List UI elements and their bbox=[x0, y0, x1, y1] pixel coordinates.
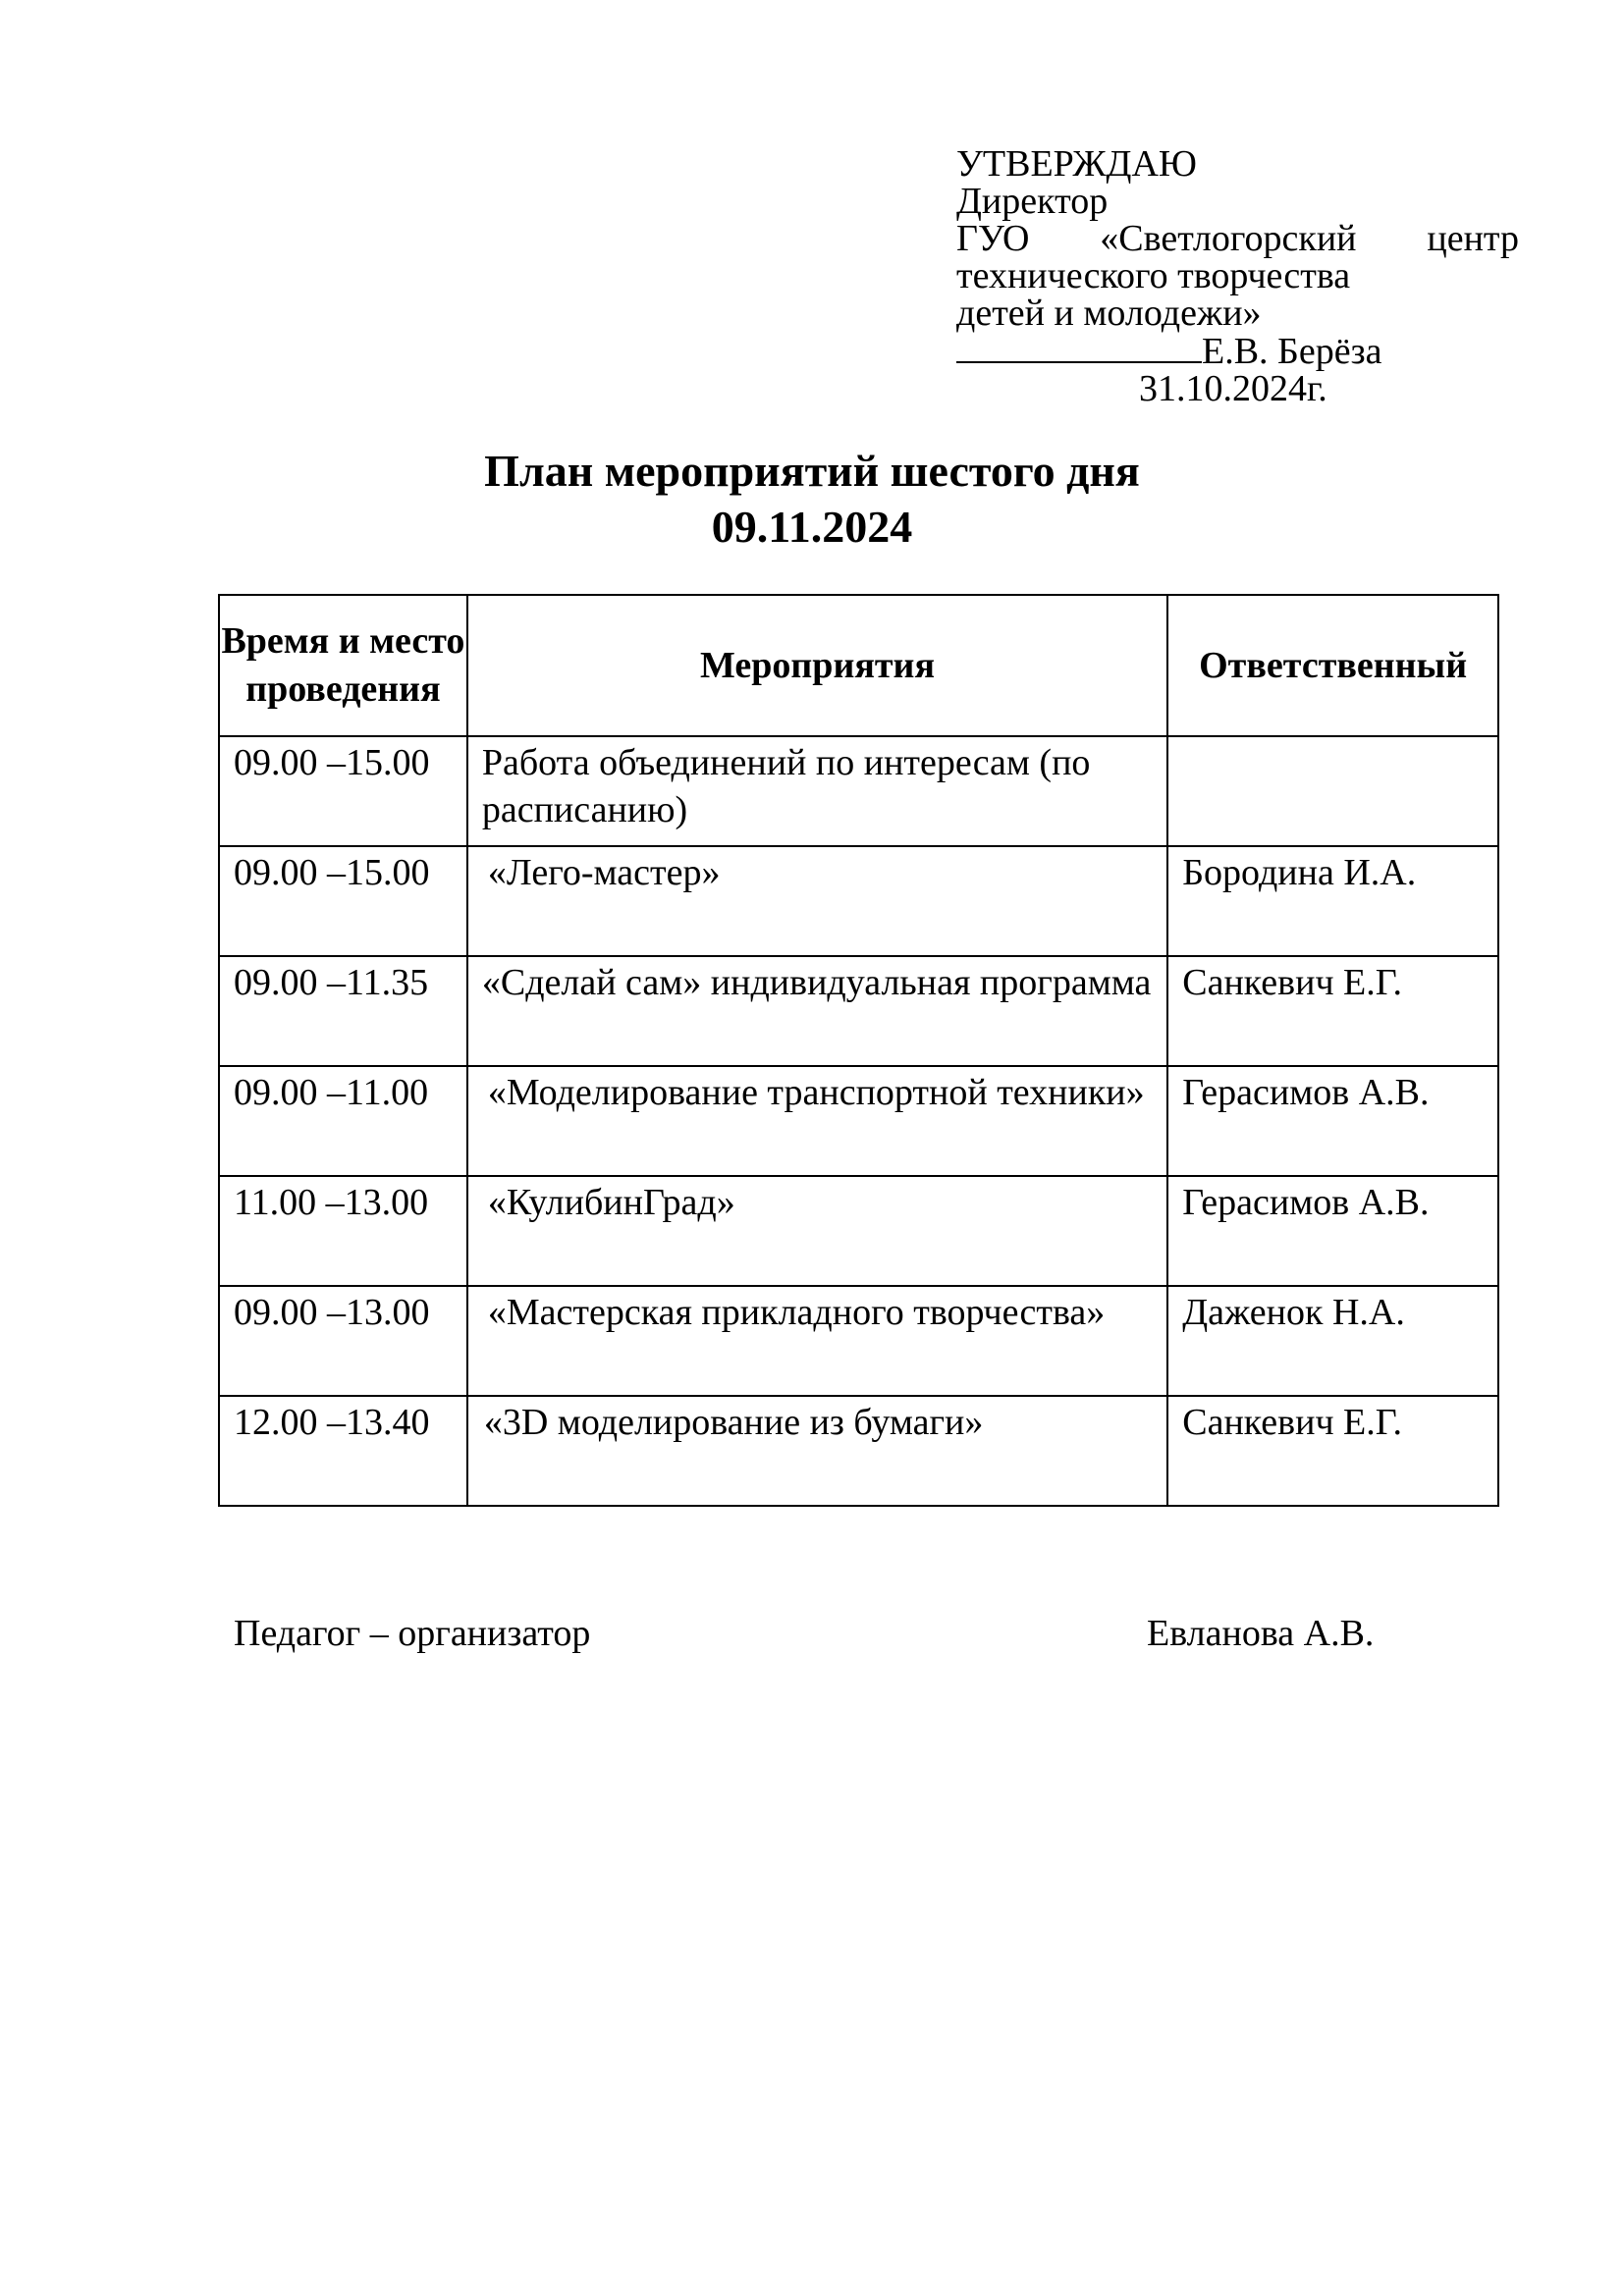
approval-block bbox=[956, 145, 1519, 407]
approval-signature-name: Е.В. Берёза bbox=[1202, 331, 1382, 372]
row-event: «3D моделирование из бумаги» bbox=[483, 1402, 984, 1443]
table-row bbox=[219, 956, 1498, 1066]
row-event: «Сделай сам» индивидуальная программа bbox=[481, 962, 1152, 1003]
approval-date: 31.10.2024г. bbox=[1139, 368, 1327, 409]
table-row bbox=[219, 1396, 1498, 1506]
row-event: «Моделирование транспортной техники» bbox=[487, 1072, 1145, 1113]
row-time: 09.00 –15.00 bbox=[234, 852, 430, 893]
row-responsible: Санкевич Е.Г. bbox=[1182, 962, 1402, 1003]
row-event: «КулибинГрад» bbox=[487, 1182, 735, 1223]
footer-role: Педагог – организатор bbox=[234, 1613, 591, 1654]
row-time: 12.00 –13.40 bbox=[234, 1402, 430, 1443]
approval-org-line2: технического творчества bbox=[956, 255, 1351, 296]
row-event: «Лего-мастер» bbox=[487, 852, 721, 893]
approval-org-line1: ГУО «Светлогорский центр bbox=[956, 218, 1519, 259]
row-responsible: Герасимов А.В. bbox=[1182, 1182, 1430, 1223]
row-time: 11.00 –13.00 bbox=[234, 1182, 429, 1223]
row-responsible: Герасимов А.В. bbox=[1182, 1072, 1430, 1113]
footer-name: Евланова А.В. bbox=[1147, 1613, 1375, 1654]
header-responsible: Ответственный bbox=[1167, 595, 1498, 736]
page-title: План мероприятий шестого дня bbox=[484, 446, 1140, 496]
approval-org-line3: детей и молодежи» bbox=[956, 293, 1262, 334]
table-row bbox=[219, 736, 1498, 846]
row-time: 09.00 –11.00 bbox=[234, 1072, 429, 1113]
table-row bbox=[219, 1176, 1498, 1286]
row-responsible: Даженок Н.А. bbox=[1182, 1292, 1405, 1333]
row-event: Работа объединений по интересам (по расписанию) bbox=[481, 742, 1091, 830]
approval-signature bbox=[956, 332, 1519, 370]
row-responsible: Бородина И.А. bbox=[1182, 852, 1417, 893]
events-table bbox=[218, 594, 1499, 1507]
row-responsible: Санкевич Е.Г. bbox=[1182, 1402, 1402, 1443]
row-event: «Мастерская прикладного творчества» bbox=[487, 1292, 1106, 1333]
table-header-row bbox=[219, 595, 1498, 736]
row-time: 09.00 –11.35 bbox=[234, 962, 429, 1003]
header-time-place: Время и место проведения bbox=[219, 595, 467, 736]
row-time: 09.00 –15.00 bbox=[234, 742, 430, 783]
table-row bbox=[219, 1286, 1498, 1396]
table-row bbox=[219, 846, 1498, 956]
row-time: 09.00 –13.00 bbox=[234, 1292, 430, 1333]
signature-line bbox=[956, 332, 1202, 363]
approval-stamp: УТВЕРЖДАЮ bbox=[956, 143, 1197, 185]
page-title-date: 09.11.2024 bbox=[711, 502, 913, 552]
header-events: Мероприятия bbox=[467, 595, 1167, 736]
row-responsible bbox=[1168, 737, 1497, 739]
approval-position: Директор bbox=[956, 181, 1109, 222]
table-row bbox=[219, 1066, 1498, 1176]
